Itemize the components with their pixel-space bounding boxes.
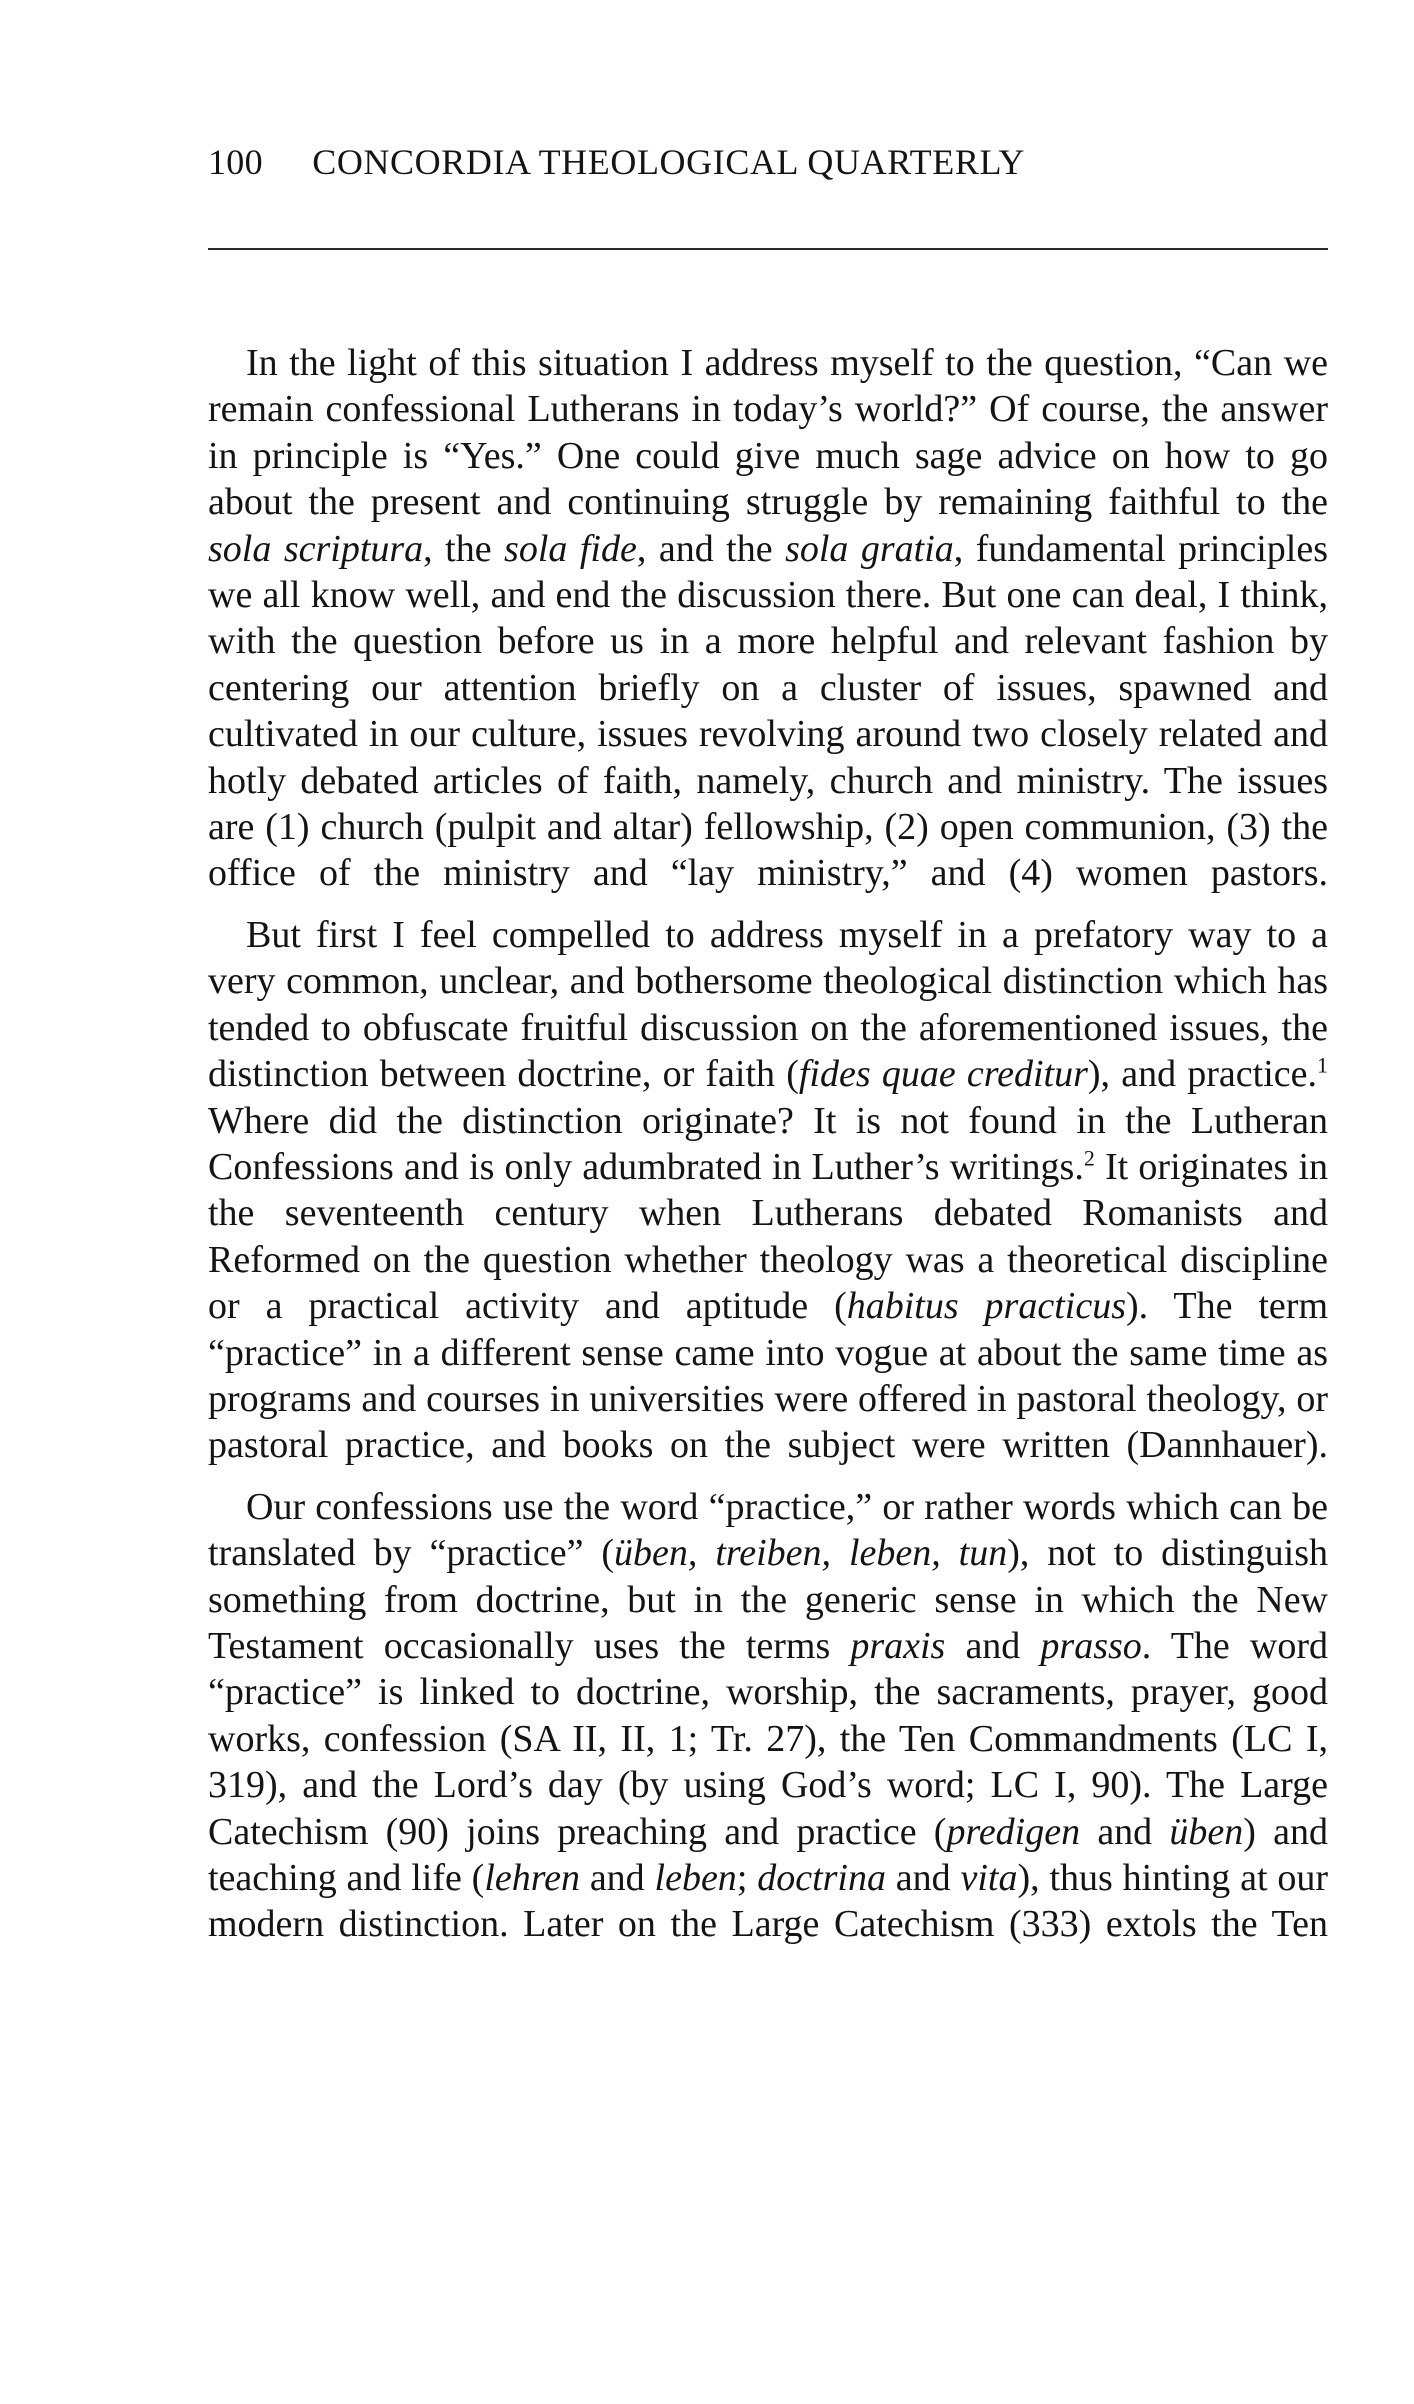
text-run: . The word “practice” is linked to doctrine, worship, the sacraments, prayer, good works, confession (SA II, II, 1; Tr. 27), the Ten Commandments (LC I, 319), and the Lord’s day (by using God’s word; LC I, 90). The Large Catechism (90) joins preaching and practice ( bbox=[208, 1624, 1328, 1853]
body-paragraph bbox=[208, 340, 1328, 897]
header-divider bbox=[208, 248, 1328, 250]
italic-term: leben bbox=[654, 1857, 737, 1899]
text-run: and bbox=[580, 1857, 655, 1899]
italic-term: sola gratia bbox=[785, 527, 954, 570]
italic-term: doctrina bbox=[757, 1857, 886, 1899]
italic-term: fides quae creditur bbox=[798, 1053, 1088, 1096]
italic-term: habitus practicus bbox=[846, 1285, 1126, 1328]
text-run: , and the bbox=[636, 527, 786, 570]
text-run: and bbox=[945, 1624, 1041, 1667]
text-run: and bbox=[885, 1857, 961, 1899]
italic-term: üben, treiben, leben, tun bbox=[614, 1532, 1008, 1575]
article-body bbox=[208, 340, 1328, 1963]
italic-term: lehren bbox=[484, 1857, 580, 1899]
footnote-marker: 1 bbox=[1317, 1052, 1328, 1078]
text-run: ) and teaching and life ( bbox=[208, 1810, 1328, 1899]
text-run: ), and practice. bbox=[1087, 1053, 1317, 1096]
text-run: and bbox=[1080, 1810, 1170, 1853]
italic-term: praxis bbox=[850, 1624, 946, 1667]
text-run: Where did the distinction originate? It is not found in the Lutheran Confessions and is only adumbrated in Luther’s writings. bbox=[208, 1099, 1328, 1188]
text-run: It originates in the seventeenth century when Lutherans debated Romanists and Reformed on the question whether theology was a theoretical discipline or a practical activity and aptitude ( bbox=[208, 1145, 1328, 1328]
text-run: Our confessions use the word “practice,” or rather words which can be translated by “practice” ( bbox=[208, 1485, 1328, 1575]
text-run: , fundamental principles we all know well, and end the discussion there. But one can deal, I think, with the question before us in a more helpful and relevant fashion by centering our attention briefly on a cluster of issues, spawned and cultivated in our culture, issues revolving around two closely related and hotly debated articles of faith, namely, church and ministry. The issues are (1) church (pulpit and altar) fellowship, (2) open communion, (3) the office of the ministry and “lay ministry,” and (4) women pastors. bbox=[208, 527, 1329, 895]
italic-term: prasso bbox=[1040, 1624, 1142, 1667]
italic-term: vita bbox=[960, 1857, 1018, 1899]
italic-term: predigen bbox=[946, 1810, 1081, 1853]
text-run: ). The term “practice” in a different sense came into vogue at about the same time as programs and courses in universities were offered in pastoral theology, or pastoral practice, and books on the subject were written (Dannhauer). bbox=[208, 1285, 1329, 1467]
text-run: But first I feel compelled to address myself in a prefatory way to a very common, unclear, and bothersome theological distinction which has tended to obfuscate fruitful discussion on the aforementioned issues, the distinction between doctrine, or faith ( bbox=[208, 913, 1328, 1096]
page-number: 100 bbox=[208, 142, 263, 182]
text-run: ), not to distinguish something from doctrine, but in the generic sense in which the New Testament occasionally uses the terms bbox=[208, 1532, 1328, 1667]
text-run: In the light of this situation I address myself to the question, “Can we remain confessional Lutherans in today’s world?” Of course, the answer in principle is “Yes.” One could give much sage advice on how to go about the present and continuing struggle by remaining faithful to the bbox=[208, 342, 1328, 524]
italic-term: sola scriptura bbox=[208, 527, 424, 570]
text-run: ), thus hinting at our modern distinction. Later on the Large Catechism (333) extols the Ten bbox=[208, 1857, 1329, 1946]
footnote-marker: 2 bbox=[1083, 1145, 1095, 1171]
text-run: , the bbox=[423, 527, 505, 570]
body-paragraph bbox=[208, 1484, 1328, 1948]
italic-term: sola fide bbox=[504, 527, 637, 570]
text-run: ; bbox=[736, 1857, 758, 1899]
journal-title: CONCORDIA THEOLOGICAL QUARTERLY bbox=[312, 142, 1026, 182]
body-paragraph bbox=[208, 912, 1328, 1469]
running-head bbox=[208, 140, 1328, 184]
italic-term: üben bbox=[1169, 1810, 1244, 1853]
